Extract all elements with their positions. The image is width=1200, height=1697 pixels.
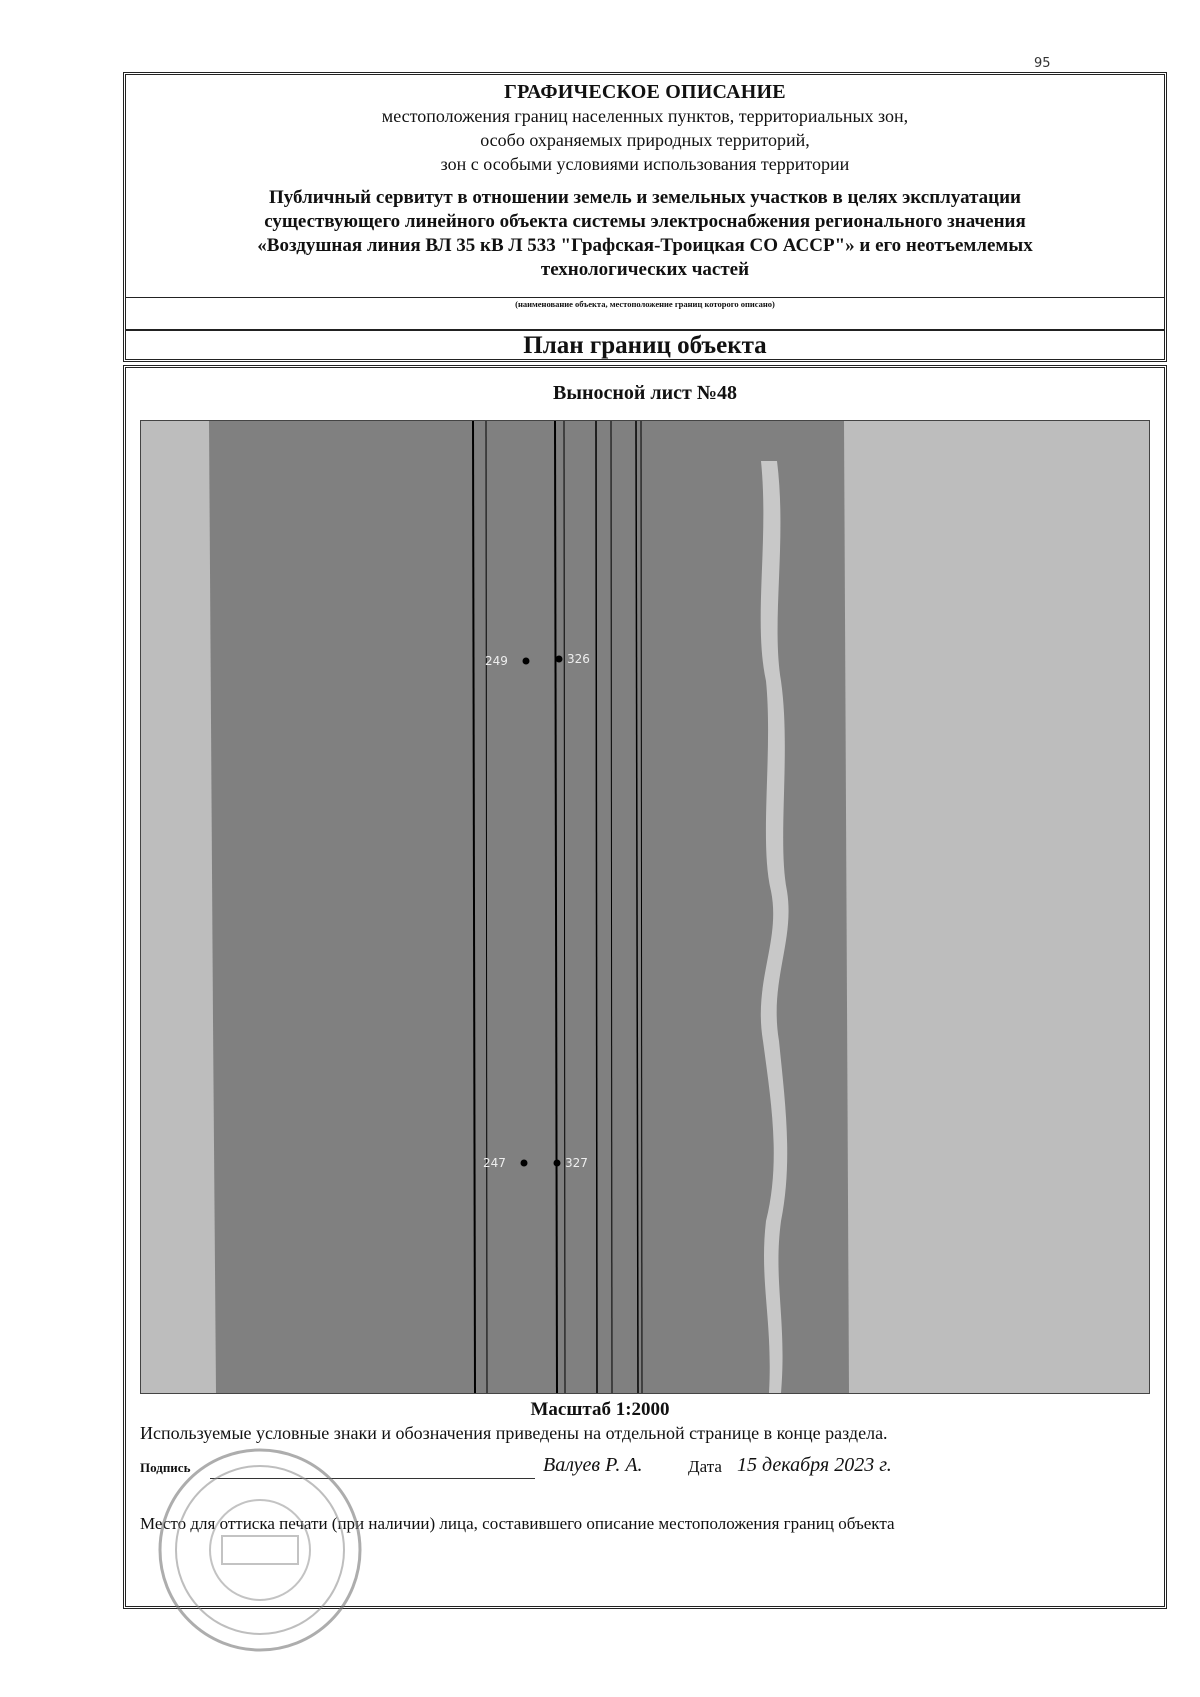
page-number: 95 <box>1034 56 1051 71</box>
servitude-zone <box>209 421 849 1393</box>
boundary-point <box>556 656 563 663</box>
header-block <box>126 75 1164 297</box>
header-frame <box>123 72 1167 362</box>
plan-title: План границ объекта <box>523 332 767 359</box>
sheet-title: Выносной лист №48 <box>553 382 737 404</box>
point-label: 326 <box>567 652 590 666</box>
signer-name: Валуев Р. А. <box>543 1454 643 1476</box>
date-label: Дата <box>688 1457 722 1476</box>
stamp-place-text: Место для оттиска печати (при наличии) лица, составившего описание местоположения границ объекта <box>140 1514 895 1533</box>
object-line-4: технологических частей <box>540 259 750 280</box>
subtitle-line-3: зон с особыми условиями использования территории <box>440 154 850 174</box>
object-line-1: Публичный сервитут в отношении земель и земельных участков в целях эксплуатации <box>269 187 1021 208</box>
boundary-point <box>521 1160 528 1167</box>
point-label: 249 <box>485 654 508 668</box>
signature-row <box>140 1454 1040 1484</box>
header-divider <box>126 297 1164 298</box>
boundary-point <box>554 1160 561 1167</box>
point-label: 327 <box>565 1156 588 1170</box>
boundary-line <box>596 421 597 1393</box>
scale-label: Масштаб 1:2000 <box>530 1399 670 1420</box>
subtitle-line-1: местоположения границ населенных пунктов, территориальных зон, <box>381 106 909 126</box>
object-line-3: «Воздушная линия ВЛ 35 кВ Л 533 "Графская-Троицкая СО АССР"» и его неотъемлемых <box>257 235 1033 256</box>
object-line-2: существующего линейного объекта системы электроснабжения регионального значения <box>264 211 1026 232</box>
header-divider-bold <box>126 329 1164 331</box>
point-label: 247 <box>483 1156 506 1170</box>
object-name <box>126 186 1164 282</box>
boundary-map <box>140 420 1150 1394</box>
legend-note: Используемые условные знаки и обозначения приведены на отдельной странице в конце раздела. <box>140 1423 888 1443</box>
map-canvas <box>141 421 1149 1393</box>
date-value: 15 декабря 2023 г. <box>737 1454 892 1476</box>
boundary-point <box>523 658 530 665</box>
document-title: ГРАФИЧЕСКОЕ ОПИСАНИЕ <box>504 81 786 103</box>
signature-label: Подпись <box>140 1460 191 1475</box>
signature-line <box>210 1478 535 1479</box>
object-note: (наименование объекта, местоположение границ которого описано) <box>515 299 775 309</box>
subtitle-line-2: особо охраняемых природных территорий, <box>480 130 810 150</box>
